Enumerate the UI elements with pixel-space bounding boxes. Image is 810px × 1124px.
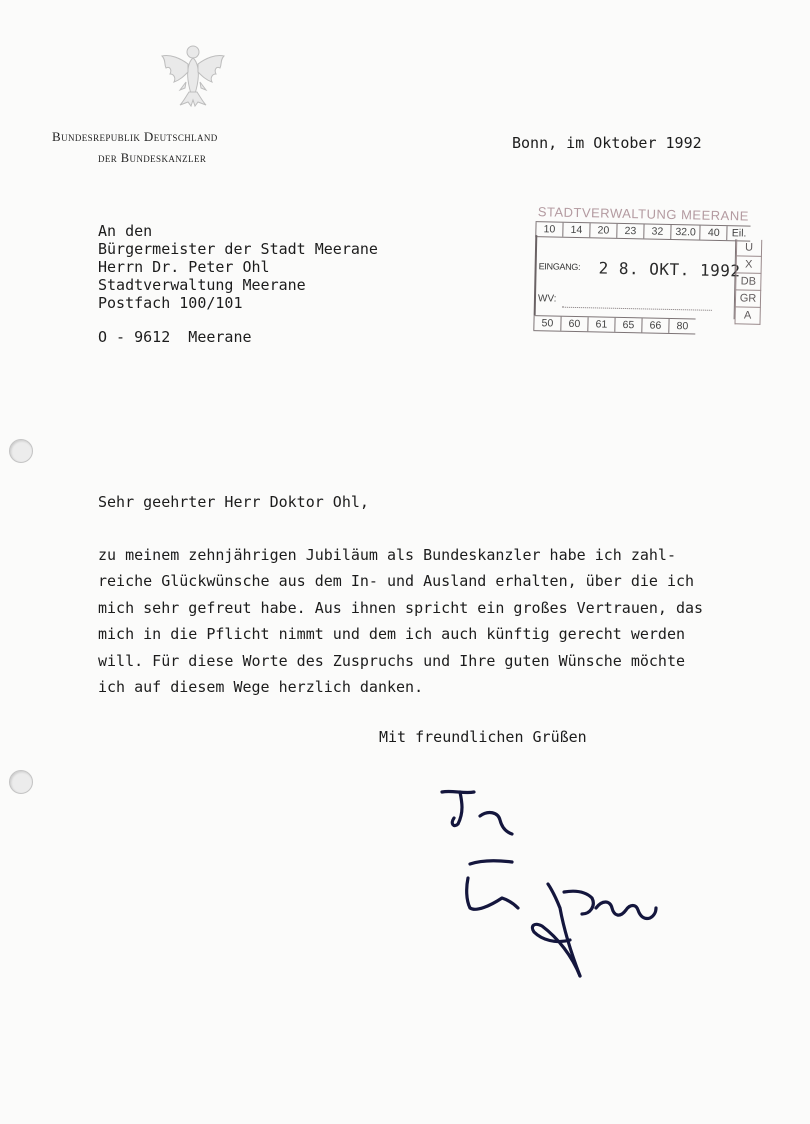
stamp-bottom-codes (533, 315, 695, 334)
stamp-code: 61 (587, 317, 614, 332)
address-line: Herrn Dr. Peter Ohl (98, 258, 270, 276)
stamp-code: U (736, 239, 762, 257)
address-line: Bürgermeister der Stadt Meerane (98, 240, 378, 258)
stamp-code: Eil. (727, 226, 751, 240)
body-line: zu meinem zehnjährigen Jubiläum als Bundeskanzler habe ich zahl- (98, 546, 676, 564)
stamp-code: 50 (533, 316, 560, 331)
body-line: reiche Glückwünsche aus dem In- und Ausland erhalten, über die ich (98, 572, 695, 591)
stamp-code: 32.0 (670, 225, 700, 240)
stamp-code: GR (735, 290, 761, 308)
address-line: An den (98, 222, 153, 240)
signature-mark (430, 780, 670, 990)
received-stamp (527, 202, 766, 339)
stamp-code: 66 (641, 318, 668, 333)
stamp-code: 10 (535, 222, 562, 237)
stamp-title: STADTVERWALTUNG MEERANE (537, 204, 750, 224)
body-line: mich in die Pflicht nimmt und dem ich auch künftig gerecht werden (98, 625, 685, 644)
letterhead-line-2: der Bundeskanzler (98, 151, 207, 165)
body-line: mich sehr gefreut habe. Aus ihnen spricht ein großes Vertrauen, das (98, 598, 704, 617)
stamp-code: 60 (560, 317, 587, 332)
recipient-address (98, 222, 378, 312)
punch-hole-bottom (9, 770, 33, 794)
letter-body (98, 542, 703, 700)
salutation: Sehr geehrter Herr Doktor Ohl, (98, 493, 369, 511)
stamp-code: 80 (668, 319, 695, 334)
stamp-code: 23 (616, 224, 643, 239)
postcode-line: O - 9612 Meerane (98, 328, 252, 346)
stamp-eingang-label: EINGANG: (538, 261, 581, 273)
body-line: ich auf diesem Wege herzlich danken. (98, 677, 424, 696)
stamp-code: 14 (562, 223, 589, 238)
letterhead-line-1: Bundesrepublik Deutschland (52, 129, 218, 144)
closing: Mit freundlichen Grüßen (379, 728, 587, 746)
stamp-side-codes (734, 239, 762, 325)
punch-hole-top (9, 439, 33, 463)
stamp-wv-label: WV: (537, 293, 557, 305)
stamp-code: DB (735, 273, 761, 291)
stamp-code: 40 (700, 226, 727, 241)
stamp-eingang-date: 2 8. OKT. 1992 (598, 258, 741, 281)
stamp-code: X (736, 256, 762, 274)
body-line: will. Für diese Worte des Zuspruchs und Ihre guten Wünsche möchte (98, 651, 685, 670)
stamp-code: 65 (614, 318, 641, 333)
address-line: Postfach 100/101 (98, 294, 243, 312)
stamp-code: 32 (643, 224, 670, 239)
address-line: Stadtverwaltung Meerane (98, 276, 306, 294)
stamp-code: A (734, 307, 760, 325)
date-line: Bonn, im Oktober 1992 (512, 134, 702, 152)
stamp-code: 20 (589, 223, 616, 238)
federal-eagle-icon (158, 42, 228, 108)
